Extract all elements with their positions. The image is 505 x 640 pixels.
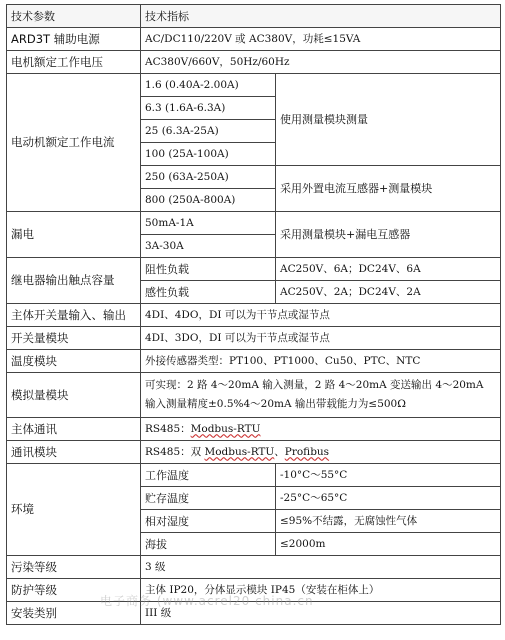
relay-resistive-label: 阻性负载 — [141, 258, 276, 281]
leakage-label: 漏电 — [7, 212, 141, 258]
install-value: III 级 — [141, 602, 501, 625]
main-comm-prefix: RS485： — [145, 422, 191, 435]
aux-power-label: ARD3T 辅助电源 — [7, 28, 141, 51]
current-range: 25 (6.3A-25A) — [141, 120, 276, 143]
env-item-name: 海拔 — [141, 533, 276, 556]
analog-line-2: 输入测量精度±0.5%4～20mA 输出带载能力为≤500Ω — [145, 398, 406, 410]
aux-power-value: AC/DC110/220V 或 AC380V，功耗≤15VA — [141, 28, 501, 51]
comm-module-label: 通讯模块 — [7, 441, 141, 464]
table-row — [7, 28, 501, 51]
table-row — [7, 51, 501, 74]
env-item-value: -25°C～65°C — [276, 487, 501, 510]
main-comm-value — [141, 418, 501, 441]
temp-module-label: 温度模块 — [7, 350, 141, 373]
env-item-name: 工作温度 — [141, 464, 276, 487]
protection-label: 防护等级 — [7, 579, 141, 602]
watermark: 电子商务 (www.acrel20 china.cn — [100, 594, 314, 608]
table-row — [7, 258, 501, 281]
env-item-value: ≤95%不结露，无腐蚀性气体 — [276, 510, 501, 533]
comm-module-prefix: RS485：双 — [145, 445, 205, 458]
pollution-value: 3 级 — [141, 556, 501, 579]
table-row — [7, 304, 501, 327]
leakage-range: 50mA-1A — [141, 212, 276, 235]
current-range: 250 (63A-250A) — [141, 166, 276, 189]
comm-module-value — [141, 441, 501, 464]
spec-table — [6, 4, 501, 625]
relay-inductive-label: 感性负载 — [141, 281, 276, 304]
current-range: 800 (250A-800A) — [141, 189, 276, 212]
io-module-label: 开关量模块 — [7, 327, 141, 350]
current-range: 100 (25A-100A) — [141, 143, 276, 166]
environment-label: 环境 — [7, 464, 141, 556]
relay-inductive-value: AC250V、2A；DC24V、2A — [276, 281, 501, 304]
current-method-internal: 使用测量模块测量 — [276, 74, 501, 166]
table-row — [7, 441, 501, 464]
comm-module-protocol-1: Modbus-RTU — [204, 445, 275, 458]
main-io-value: 4DI、4DO，DI 可以为干节点或湿节点 — [141, 304, 501, 327]
table-row — [7, 212, 501, 235]
spec-sheet — [6, 4, 500, 634]
relay-label: 继电器输出触点容量 — [7, 258, 141, 304]
leakage-range: 3A-30A — [141, 235, 276, 258]
env-item-value: ≤2000m — [276, 533, 501, 556]
analog-module-value — [141, 373, 501, 418]
motor-voltage-label: 电机额定工作电压 — [7, 51, 141, 74]
motor-current-label: 电动机额定工作电流 — [7, 74, 141, 212]
current-range: 1.6 (0.40A-2.00A) — [141, 74, 276, 97]
temp-module-value: 外接传感器类型：PT100、PT1000、Cu50、PTC、NTC — [141, 350, 501, 373]
main-io-label: 主体开关量输入、输出 — [7, 304, 141, 327]
current-range: 6.3 (1.6A-6.3A) — [141, 97, 276, 120]
table-row — [7, 350, 501, 373]
env-item-value: -10°C～55°C — [276, 464, 501, 487]
table-row — [7, 464, 501, 487]
env-item-name: 贮存温度 — [141, 487, 276, 510]
table-row — [7, 327, 501, 350]
io-module-value: 4DI、3DO，DI 可以为干节点或湿节点 — [141, 327, 501, 350]
pollution-label: 污染等级 — [7, 556, 141, 579]
main-comm-protocol: Modbus-RTU — [190, 422, 261, 435]
relay-resistive-value: AC250V、6A；DC24V、6A — [276, 258, 501, 281]
header-row — [7, 5, 501, 28]
table-row — [7, 74, 501, 97]
comm-module-sep: 、 — [274, 445, 285, 458]
protection-value: 主体 IP20，分体显示模块 IP45（安装在柜体上） — [141, 579, 501, 602]
header-param: 技术参数 — [7, 5, 141, 28]
table-row — [7, 373, 501, 418]
install-label: 安装类别 — [7, 602, 141, 625]
main-comm-label: 主体通讯 — [7, 418, 141, 441]
motor-voltage-value: AC380V/660V，50Hz/60Hz — [141, 51, 501, 74]
header-spec: 技术指标 — [141, 5, 501, 28]
comm-module-protocol-2: Profibus — [284, 445, 330, 458]
current-method-external: 采用外置电流互感器+测量模块 — [276, 166, 501, 212]
table-row — [7, 418, 501, 441]
table-row — [7, 556, 501, 579]
leakage-method: 采用测量模块+漏电互感器 — [276, 212, 501, 258]
analog-line-1: 可实现：2 路 4～20mA 输入测量，2 路 4～20mA 变送输出 4～20mA — [145, 379, 484, 391]
env-item-name: 相对湿度 — [141, 510, 276, 533]
analog-module-label: 模拟量模块 — [7, 373, 141, 418]
